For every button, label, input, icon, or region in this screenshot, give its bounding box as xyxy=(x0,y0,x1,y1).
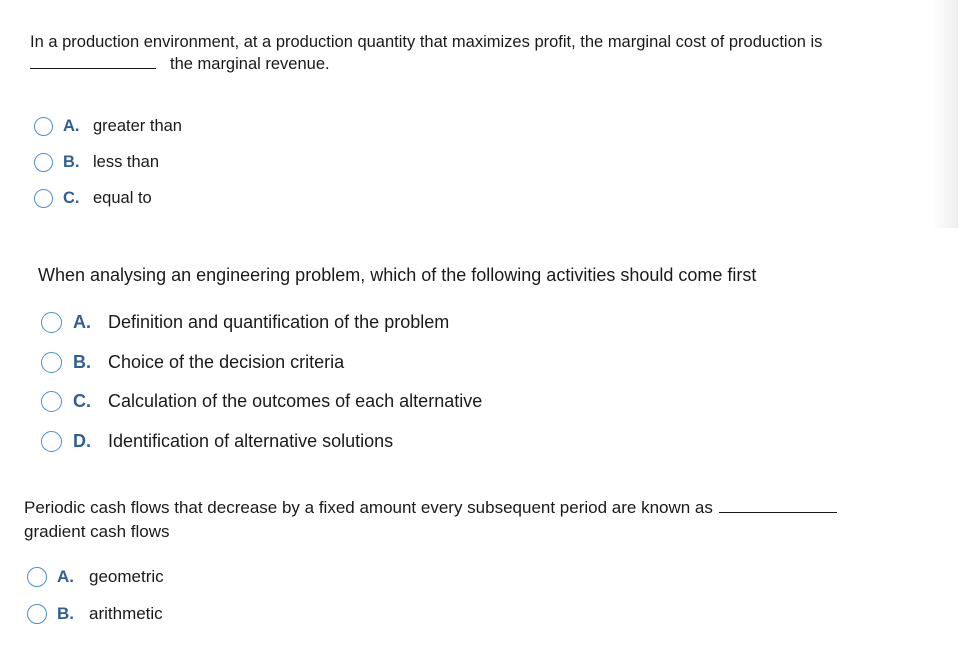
option-text: Choice of the decision criteria xyxy=(108,351,345,372)
option-letter: B. xyxy=(57,603,74,623)
radio-button[interactable] xyxy=(34,189,53,208)
radio-button[interactable] xyxy=(41,391,62,412)
option-b[interactable] xyxy=(38,343,938,383)
question-3-text-part1: Periodic cash flows that decrease by a fixed amount every subsequent period are known as xyxy=(24,498,713,517)
question-1-options xyxy=(30,108,940,216)
option-letter: C. xyxy=(73,391,91,412)
option-a[interactable] xyxy=(38,303,938,343)
question-3 xyxy=(24,496,940,632)
option-text: Definition and quantification of the problem xyxy=(108,312,450,333)
radio-button[interactable] xyxy=(41,312,62,333)
option-text: greater than xyxy=(93,116,182,135)
option-letter: A. xyxy=(63,116,80,135)
question-1 xyxy=(30,31,940,216)
option-b[interactable] xyxy=(30,144,940,180)
answer-blank xyxy=(30,68,156,69)
option-text: Identification of alternative solutions xyxy=(108,430,394,451)
question-3-text-part2: gradient cash flows xyxy=(24,522,170,541)
answer-blank xyxy=(719,512,837,513)
option-a[interactable] xyxy=(24,558,940,595)
question-1-text-part1: In a production environment, at a production quantity that maximizes profit, the marginal cost of production is xyxy=(30,33,823,51)
question-2-options xyxy=(38,303,938,461)
option-a[interactable] xyxy=(30,108,940,144)
question-2 xyxy=(38,262,938,461)
question-2-text: When analysing an engineering problem, which of the following activities should come first xyxy=(38,265,757,285)
option-letter: A. xyxy=(57,566,74,586)
option-text: arithmetic xyxy=(89,603,163,623)
option-text: geometric xyxy=(89,566,164,586)
option-b[interactable] xyxy=(24,595,940,632)
radio-button[interactable] xyxy=(34,117,53,136)
option-letter: B. xyxy=(73,351,91,372)
option-text: equal to xyxy=(93,188,152,207)
option-letter: A. xyxy=(73,312,91,333)
question-1-text-part2: the marginal revenue. xyxy=(170,55,330,73)
question-1-text xyxy=(30,31,940,75)
option-letter: B. xyxy=(63,152,80,171)
option-c[interactable] xyxy=(38,382,938,422)
option-c[interactable] xyxy=(30,180,940,216)
radio-button[interactable] xyxy=(41,431,62,452)
radio-button[interactable] xyxy=(27,604,47,624)
option-letter: C. xyxy=(63,188,80,207)
question-3-text xyxy=(24,496,940,544)
option-text: less than xyxy=(93,152,160,171)
option-d[interactable] xyxy=(38,422,938,462)
option-letter: D. xyxy=(73,430,91,451)
option-text: Calculation of the outcomes of each alternative xyxy=(108,391,483,412)
radio-button[interactable] xyxy=(34,153,53,172)
question-3-options xyxy=(24,558,940,632)
radio-button[interactable] xyxy=(41,352,62,373)
radio-button[interactable] xyxy=(27,567,47,587)
